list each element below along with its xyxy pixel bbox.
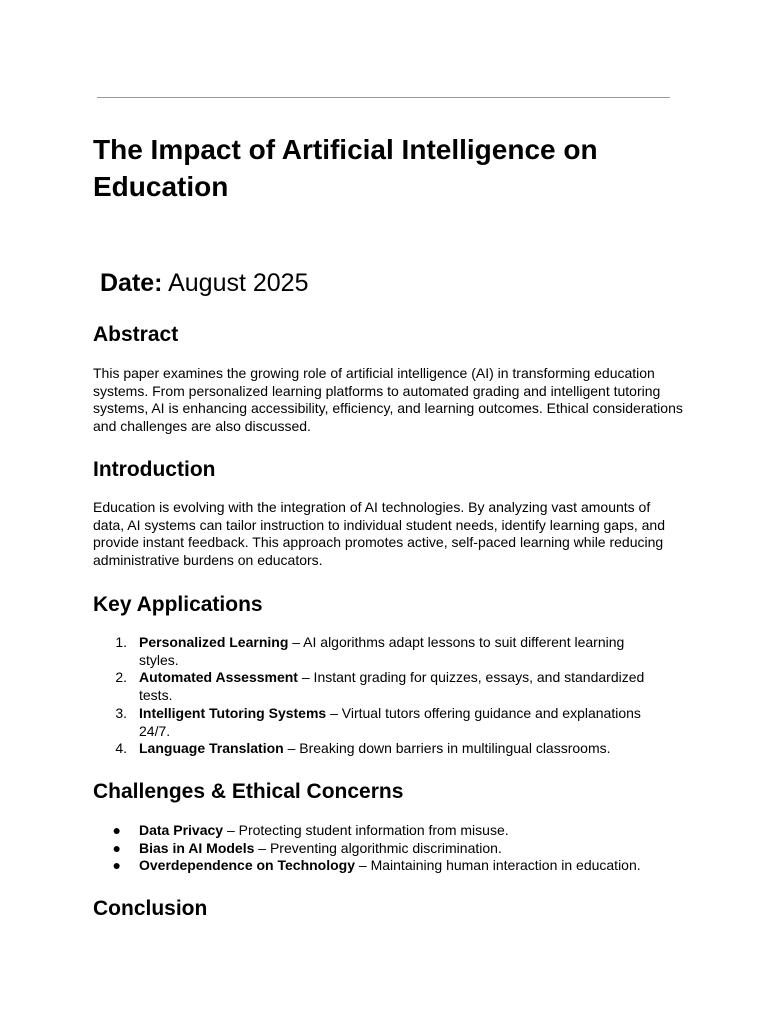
list-item-desc: – Breaking down barriers in multilingual classrooms. bbox=[283, 740, 611, 757]
bullet-icon: ● bbox=[112, 857, 121, 874]
list-item-term: Language Translation bbox=[139, 740, 284, 757]
abstract-text: This paper examines the growing role of artificial intelligence (AI) in transforming education systems. From personalized learning platforms to automated grading and intelligent tutoring systems, AI is enhancing accessibility, efficiency, and learning outcomes. Ethical considerations and challenges are also discussed. bbox=[93, 365, 683, 435]
list-item-desc: – Instant grading for quizzes, essays, and standardized tests. bbox=[139, 669, 645, 704]
list-item-desc: – Protecting student information from misuse. bbox=[223, 822, 509, 838]
date-line bbox=[100, 266, 309, 300]
list-item bbox=[93, 669, 663, 704]
introduction-text: Education is evolving with the integration of AI technologies. By analyzing vast amounts of data, AI systems can tailor instruction to individual student needs, identify learning gaps, and provide instant feedback. This approach promotes active, self-paced learning while reducing administrative burdens on educators. bbox=[93, 499, 666, 569]
applications-list bbox=[93, 634, 663, 758]
list-item-term: Intelligent Tutoring Systems bbox=[139, 704, 327, 721]
applications-heading: Key Applications bbox=[93, 593, 263, 616]
list-item bbox=[93, 740, 663, 758]
list-item-desc: – Maintaining human interaction in education. bbox=[355, 857, 641, 874]
list-item bbox=[93, 705, 663, 740]
list-item-desc: – Virtual tutors offering guidance and explanations 24/7. bbox=[139, 704, 641, 739]
list-item bbox=[93, 634, 663, 669]
list-item-term: Automated Assessment bbox=[139, 669, 298, 686]
challenges-heading: Challenges & Ethical Concerns bbox=[93, 780, 404, 803]
introduction-heading: Introduction bbox=[93, 458, 216, 481]
document-title: The Impact of Artificial Intelligence on Education bbox=[93, 134, 598, 202]
list-item bbox=[93, 840, 663, 858]
list-item bbox=[93, 857, 663, 875]
abstract-heading: Abstract bbox=[93, 323, 179, 346]
list-number: 4. bbox=[115, 740, 127, 757]
conclusion-heading: Conclusion bbox=[93, 897, 208, 920]
list-item-desc: – Preventing algorithmic discrimination. bbox=[254, 839, 502, 856]
list-number: 2. bbox=[115, 669, 127, 686]
date-label: Date: bbox=[100, 269, 163, 297]
bullet-icon: ● bbox=[112, 822, 121, 838]
list-item-term: Bias in AI Models bbox=[139, 839, 255, 856]
list-item-term: Data Privacy bbox=[139, 822, 224, 838]
bullet-icon: ● bbox=[112, 839, 121, 856]
list-item-term: Personalized Learning bbox=[139, 634, 289, 650]
list-number: 3. bbox=[115, 704, 127, 721]
list-item-term: Overdependence on Technology bbox=[139, 857, 356, 874]
list-item bbox=[93, 822, 663, 840]
list-number: 1. bbox=[115, 634, 127, 650]
top-divider bbox=[97, 97, 670, 98]
challenges-list bbox=[93, 822, 663, 875]
date-value: August 2025 bbox=[168, 269, 309, 297]
list-item-desc: – AI algorithms adapt lessons to suit different learning styles. bbox=[139, 634, 625, 668]
